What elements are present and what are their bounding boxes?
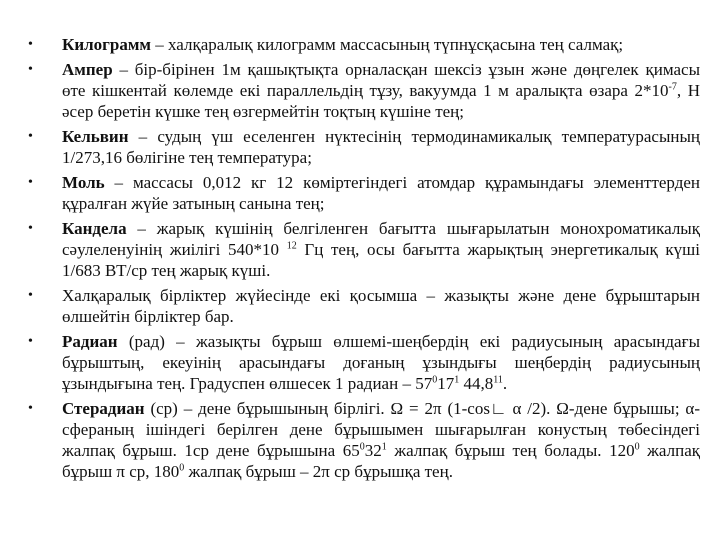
definition-text: – судың үш еселенген нүктесінің термодинамикалық температурасының 1/273,16 бөлігіне тең температура; bbox=[62, 127, 700, 167]
list-item-supplementary-units bbox=[20, 285, 700, 327]
bullet-icon: • bbox=[28, 221, 33, 236]
superscript: 12 bbox=[286, 240, 297, 252]
list-item-kilogram bbox=[20, 34, 700, 55]
superscript: 0 bbox=[179, 462, 185, 474]
definition-text-mid: 17 bbox=[437, 374, 455, 393]
bullet-icon: • bbox=[28, 129, 33, 144]
definition-text-mid: жалпақ бұрыш тең болады. 120 bbox=[386, 441, 635, 460]
definition-text-tail: . bbox=[502, 374, 508, 393]
definition-text-mid: 44,8 bbox=[459, 374, 494, 393]
bullet-icon: • bbox=[28, 334, 33, 349]
superscript: 1 bbox=[381, 441, 387, 453]
superscript: 0 bbox=[634, 441, 640, 453]
list-item-ampere bbox=[20, 59, 700, 122]
definition-text-tail: жалпақ бұрыш – 2π ср бұрышқа тең. bbox=[184, 462, 453, 481]
bullet-icon: • bbox=[28, 401, 33, 416]
term: Кельвин bbox=[62, 127, 129, 146]
bullet-icon: • bbox=[28, 62, 33, 77]
term: Ампер bbox=[62, 60, 113, 79]
bullet-icon: • bbox=[28, 175, 33, 190]
superscript: -7 bbox=[668, 81, 677, 93]
list-item-candela bbox=[20, 218, 700, 281]
definition-text-tail: , Н әсер беретін күшке тең өзгермейтін тоқтың күшіне тең; bbox=[62, 81, 700, 121]
superscript: 1 bbox=[454, 374, 460, 386]
list-item-steradian bbox=[20, 398, 700, 482]
term: Килограмм bbox=[62, 35, 151, 54]
term: Моль bbox=[62, 173, 105, 192]
definition-text-tail: жалпақ бұрыш π ср, 180 bbox=[62, 441, 700, 481]
definition-text: – бір-бірінен 1м қашықтықта орналасқан шексіз ұзын және дөңгелек қимасы өте кішкентай көлемде екі параллельдің тұзу, вакуумда 1 м аралықта өзара 2*10 bbox=[62, 60, 700, 100]
definition-text-mid: 32 bbox=[364, 441, 382, 460]
superscript: 0 bbox=[359, 441, 365, 453]
definition-text-tail: Гц тең, осы бағытта жарықтың энергетикалық күші 1/683 ВТ/ср тең жарық күші. bbox=[62, 240, 700, 280]
superscript: 0 bbox=[432, 374, 438, 386]
bullet-icon: • bbox=[28, 37, 33, 52]
definitions-list bbox=[20, 34, 700, 482]
superscript: 11 bbox=[493, 374, 503, 386]
definition-text: – жарық күшінің белгіленген бағытта шығарылатын монохроматикалық сәулеленуінің жиілігі 540*10 bbox=[62, 219, 700, 259]
term: Стерадиан bbox=[62, 399, 145, 418]
definition-text: Халқаралық бірліктер жүйесінде екі қосымша – жазықты және дене бұрыштарын өлшейтін бірліктер бар. bbox=[62, 286, 700, 326]
definition-text: – массасы 0,012 кг 12 көміртегіндегі атомдар құрамындағы элементтерден құралған жүйе затының санына тең; bbox=[62, 173, 700, 213]
bullet-icon: • bbox=[28, 288, 33, 303]
term: Кандела bbox=[62, 219, 127, 238]
definition-text: (ср) – дене бұрышының бірлігі. Ω = 2π (1-cos∟ α /2). Ω-дене бұрышы; α-сфераның ішіндегі берілген дене бұрышымен шығарылған конустың төбесіндегі жалпақ бұрыш. 1ср дене бұрышына 65 bbox=[62, 399, 700, 460]
list-item-mole bbox=[20, 172, 700, 214]
list-item-radian bbox=[20, 331, 700, 394]
definition-text: – халқаралық килограмм массасының түпнұсқасына тең салмақ; bbox=[151, 35, 624, 54]
list-item-kelvin bbox=[20, 126, 700, 168]
definition-text: (рад) – жазықты бұрыш өлшемі-шеңбердің екі радиусының арасындағы бұрыштың, екеуінің арасындағы доғаның ұзындығы шеңбердің радиусының ұзындығына тең. Градуспен өлшесек 1 радиан – 57 bbox=[62, 332, 700, 393]
term: Радиан bbox=[62, 332, 118, 351]
